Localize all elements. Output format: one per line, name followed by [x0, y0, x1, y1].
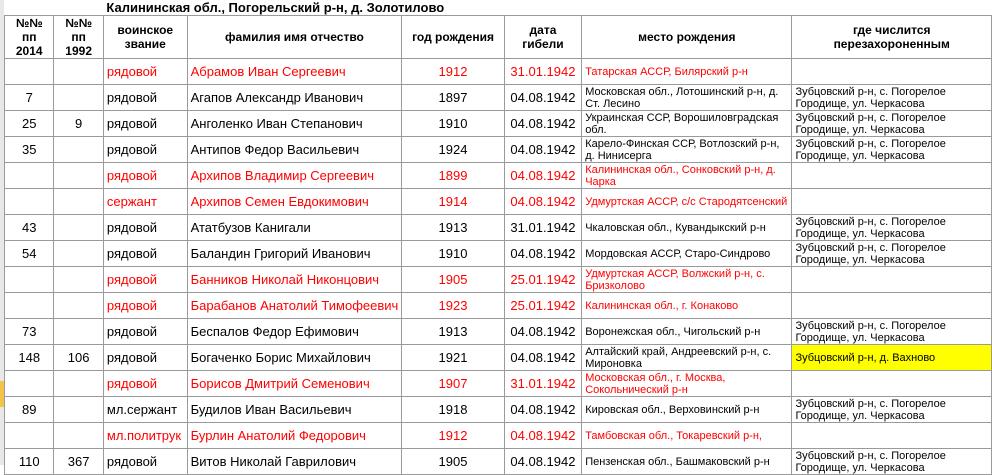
cell-birthplace[interactable]: Калининская обл., Сонковский р-н, д. Чарка	[582, 163, 792, 189]
cell-birth-year[interactable]: 1905	[402, 449, 504, 475]
cell-num-2014[interactable]	[5, 163, 54, 189]
cell-num-1992[interactable]	[54, 215, 103, 241]
cell-birthplace[interactable]: Татарская АССР, Билярский р-н	[582, 59, 792, 85]
cell-num-1992[interactable]	[54, 371, 103, 397]
cell-rank[interactable]: рядовой	[103, 345, 187, 371]
cell-death-date[interactable]: 04.08.1942	[504, 85, 581, 111]
cell-reburied[interactable]	[792, 371, 992, 397]
cell-birth-year[interactable]: 1914	[402, 189, 504, 215]
cell-rank[interactable]: рядовой	[103, 111, 187, 137]
cell-rank[interactable]: рядовой	[103, 241, 187, 267]
cell-birth-year[interactable]: 1913	[402, 215, 504, 241]
cell-num-2014[interactable]: 7	[5, 85, 54, 111]
cell-reburied[interactable]: Зубцовский р-н, с. Погорелое Городище, ул. Черкасова	[792, 111, 992, 137]
cell-num-2014[interactable]: 110	[5, 449, 54, 475]
cell-birth-year[interactable]: 1921	[402, 345, 504, 371]
cell-death-date[interactable]: 04.08.1942	[504, 163, 581, 189]
cell-death-date[interactable]: 04.08.1942	[504, 137, 581, 163]
cell-birthplace[interactable]: Кировская обл., Верховинский р-н	[582, 397, 792, 423]
cell-death-date[interactable]: 04.08.1942	[504, 241, 581, 267]
cell-num-1992[interactable]	[54, 397, 103, 423]
cell-birth-year[interactable]: 1905	[402, 267, 504, 293]
header-death-date[interactable]: дата гибели	[504, 16, 581, 59]
cell-num-1992[interactable]	[54, 293, 103, 319]
cell-rank[interactable]: рядовой	[103, 137, 187, 163]
cell-birthplace[interactable]: Украинская ССР, Ворошиловградская обл.	[582, 111, 792, 137]
cell-num-1992[interactable]: 9	[54, 111, 103, 137]
table-row	[5, 397, 992, 423]
cell-reburied[interactable]	[792, 189, 992, 215]
cell-name[interactable]: Агапов Александр Иванович	[187, 85, 402, 111]
header-reburied[interactable]: где числится перезахороненным	[792, 16, 992, 59]
cell-num-2014[interactable]	[5, 423, 54, 449]
cell-reburied[interactable]	[792, 423, 992, 449]
cell-birthplace[interactable]: Мордовская АССР, Старо-Синдрово	[582, 241, 792, 267]
cell-num-1992[interactable]	[54, 423, 103, 449]
cell-num-2014[interactable]	[5, 267, 54, 293]
cell-death-date[interactable]: 04.08.1942	[504, 449, 581, 475]
cell-reburied[interactable]: Зубцовский р-н, с. Погорелое Городище, ул. Черкасова	[792, 319, 992, 345]
cell-death-date[interactable]: 04.08.1942	[504, 319, 581, 345]
cell-birthplace[interactable]: Алтайский край, Андреевский р-н, с. Мироновка	[582, 345, 792, 371]
cell-birth-year[interactable]: 1913	[402, 319, 504, 345]
cell-birthplace[interactable]: Удмуртская АССР, Волжский р-н, с. Бризколово	[582, 267, 792, 293]
table-row	[5, 137, 992, 163]
cell-num-2014[interactable]: 73	[5, 319, 54, 345]
cell-name[interactable]: Архипов Семен Евдокимович	[187, 189, 402, 215]
cell-num-1992[interactable]	[54, 163, 103, 189]
cell-rank[interactable]: рядовой	[103, 163, 187, 189]
cell-name[interactable]: Бурлин Анатолий Федорович	[187, 423, 402, 449]
cell-name[interactable]: Барабанов Анатолий Тимофеевич	[187, 293, 402, 319]
cell-death-date[interactable]: 04.08.1942	[504, 423, 581, 449]
cell-num-2014[interactable]: 25	[5, 111, 54, 137]
cell-num-2014[interactable]: 54	[5, 241, 54, 267]
header-birth-year[interactable]: год рождения	[402, 16, 504, 59]
table-row	[5, 215, 992, 241]
header-rank[interactable]: воинское звание	[103, 16, 187, 59]
table-row	[5, 267, 992, 293]
cell-death-date[interactable]: 31.01.1942	[504, 371, 581, 397]
table-row	[5, 449, 992, 475]
cell-birth-year[interactable]: 1897	[402, 85, 504, 111]
cell-rank[interactable]: мл.политрук	[103, 423, 187, 449]
cell-name[interactable]: Банников Николай Никонцович	[187, 267, 402, 293]
cell-name[interactable]: Баландин Григорий Иванович	[187, 241, 402, 267]
cell-birthplace[interactable]: Калининская обл., г. Конаково	[582, 293, 792, 319]
cell-name[interactable]: Богаченко Борис Михайлович	[187, 345, 402, 371]
burial-table	[4, 0, 992, 475]
cell-reburied[interactable]: Зубцовский р-н, с. Погорелое Городище, ул. Черкасова	[792, 397, 992, 423]
cell-reburied[interactable]: Зубцовский р-н, с. Погорелое Городище, ул. Черкасова	[792, 137, 992, 163]
cell-death-date[interactable]: 04.08.1942	[504, 397, 581, 423]
cell-birthplace[interactable]: Пензенская обл., Башмаковский р-н	[582, 449, 792, 475]
cell-reburied[interactable]: Зубцовский р-н, с. Погорелое Городище, ул. Черкасова	[792, 241, 992, 267]
cell-num-1992[interactable]: 367	[54, 449, 103, 475]
cell-num-2014[interactable]: 35	[5, 137, 54, 163]
cell-num-2014[interactable]	[5, 293, 54, 319]
header-num-1992[interactable]: №№ пп 1992	[54, 16, 103, 59]
header-row	[5, 16, 992, 59]
title-row	[5, 0, 992, 16]
cell-name[interactable]: Анголенко Иван Степанович	[187, 111, 402, 137]
cell-death-date[interactable]: 04.08.1942	[504, 189, 581, 215]
header-birthplace[interactable]: место рождения	[582, 16, 792, 59]
cell-num-1992[interactable]	[54, 241, 103, 267]
table-row	[5, 423, 992, 449]
cell-rank[interactable]: рядовой	[103, 267, 187, 293]
cell-name[interactable]: Будилов Иван Васильевич	[187, 397, 402, 423]
cell-rank[interactable]: сержант	[103, 189, 187, 215]
cell-birth-year[interactable]: 1910	[402, 111, 504, 137]
cell-rank[interactable]: рядовой	[103, 449, 187, 475]
cell-num-2014[interactable]: 89	[5, 397, 54, 423]
table-row	[5, 111, 992, 137]
cell-birth-year[interactable]: 1923	[402, 293, 504, 319]
cell-birth-year[interactable]: 1907	[402, 371, 504, 397]
cell-num-1992[interactable]	[54, 85, 103, 111]
cell-birth-year[interactable]: 1918	[402, 397, 504, 423]
table-row	[5, 371, 992, 397]
table-row	[5, 319, 992, 345]
cell-reburied[interactable]	[792, 267, 992, 293]
cell-death-date[interactable]: 31.01.1942	[504, 215, 581, 241]
cell-birth-year[interactable]: 1910	[402, 241, 504, 267]
cell-death-date[interactable]: 04.08.1942	[504, 111, 581, 137]
cell-name[interactable]: Борисов Дмитрий Семенович	[187, 371, 402, 397]
cell-num-1992[interactable]	[54, 267, 103, 293]
cell-death-date[interactable]: 25.01.1942	[504, 267, 581, 293]
cell-reburied[interactable]	[792, 293, 992, 319]
cell-num-1992[interactable]	[54, 137, 103, 163]
cell-num-1992[interactable]	[54, 319, 103, 345]
cell-death-date[interactable]: 31.01.1942	[504, 59, 581, 85]
cell-reburied[interactable]	[792, 163, 992, 189]
cell-num-2014[interactable]	[5, 189, 54, 215]
cell-birth-year[interactable]: 1924	[402, 137, 504, 163]
cell-num-2014[interactable]: 148	[5, 345, 54, 371]
cell-reburied[interactable]	[792, 59, 992, 85]
cell-birth-year[interactable]: 1899	[402, 163, 504, 189]
cell-birth-year[interactable]: 1912	[402, 59, 504, 85]
cell-reburied[interactable]: Зубцовский р-н, с. Погорелое Городище, ул. Черкасова	[792, 449, 992, 475]
cell-name[interactable]: Антипов Федор Васильевич	[187, 137, 402, 163]
cell-death-date[interactable]: 25.01.1942	[504, 293, 581, 319]
header-name[interactable]: фамилия имя отчество	[187, 16, 402, 59]
table-row	[5, 241, 992, 267]
cell-birthplace[interactable]: Тамбовская обл., Токаревский р-н,	[582, 423, 792, 449]
cell-name[interactable]: Ататбузов Канигали	[187, 215, 402, 241]
cell-rank[interactable]: рядовой	[103, 371, 187, 397]
cell-rank[interactable]: мл.сержант	[103, 397, 187, 423]
cell-birthplace[interactable]: Московская обл., г. Москва, Сокольнический р-н	[582, 371, 792, 397]
sheet-title[interactable]: Калининская обл., Погорельский р-н, д. Золотилово	[103, 0, 991, 16]
cell-rank[interactable]: рядовой	[103, 215, 187, 241]
cell-num-2014[interactable]: 43	[5, 215, 54, 241]
table-row	[5, 163, 992, 189]
cell-name[interactable]: Беспалов Федор Ефимович	[187, 319, 402, 345]
cell-birthplace[interactable]: Московская обл., Лотошинский р-н, д. Ст. Лесино	[582, 85, 792, 111]
cell-name[interactable]: Витов Николай Гаврилович	[187, 449, 402, 475]
cell-birth-year[interactable]: 1912	[402, 423, 504, 449]
cell-rank[interactable]: рядовой	[103, 293, 187, 319]
table-row	[5, 59, 992, 85]
cell-birthplace[interactable]: Чкаловская обл., Кувандыкский р-н	[582, 215, 792, 241]
table-row	[5, 85, 992, 111]
cell-num-1992[interactable]	[54, 189, 103, 215]
cell-num-2014[interactable]	[5, 59, 54, 85]
cell-num-1992[interactable]: 106	[54, 345, 103, 371]
cell-name[interactable]: Архипов Владимир Сергеевич	[187, 163, 402, 189]
cell-num-1992[interactable]	[54, 59, 103, 85]
table-row	[5, 293, 992, 319]
cell-name[interactable]: Абрамов Иван Сергеевич	[187, 59, 402, 85]
cell-birthplace[interactable]: Удмуртская АССР, с/с Стародятсенский	[582, 189, 792, 215]
header-num-2014[interactable]: №№ пп 2014	[5, 16, 54, 59]
table-row	[5, 189, 992, 215]
cell-birthplace[interactable]: Воронежская обл., Чигольский р-н	[582, 319, 792, 345]
cell-reburied[interactable]: Зубцовский р-н, с. Погорелое Городище, ул. Черкасова	[792, 215, 992, 241]
cell-reburied[interactable]: Зубцовский р-н, с. Погорелое Городище, ул. Черкасова	[792, 85, 992, 111]
table-row	[5, 345, 992, 371]
cell-num-2014[interactable]	[5, 371, 54, 397]
cell-reburied[interactable]: Зубцовский р-н, д. Вахново	[792, 345, 992, 371]
cell-birthplace[interactable]: Карело-Финская ССР, Вотлозский р-н, д. Нинисерга	[582, 137, 792, 163]
cell-rank[interactable]: рядовой	[103, 59, 187, 85]
cell-rank[interactable]: рядовой	[103, 319, 187, 345]
cell-death-date[interactable]: 04.08.1942	[504, 345, 581, 371]
cell-rank[interactable]: рядовой	[103, 85, 187, 111]
